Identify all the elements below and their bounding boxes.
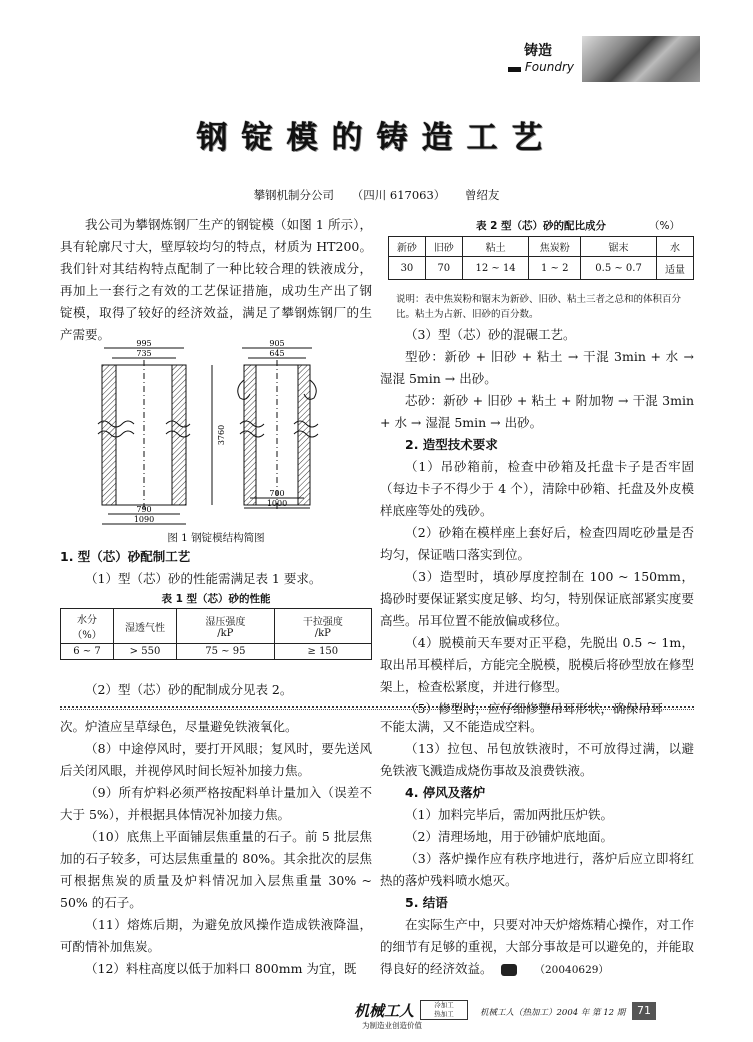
- sec2-q5: （5）修型时，应仔细修整吊耳形状，确保吊耳: [405, 701, 663, 716]
- t1-h-wet-a: 湿压强度: [205, 617, 246, 628]
- sec2-heading: 2. 造型技术要求: [405, 437, 498, 452]
- t1-h-water-b: （%）: [72, 630, 102, 641]
- table1-caption: 表 1 型（芯）砂的性能: [161, 593, 271, 605]
- t1-h-water: [61, 609, 114, 644]
- sec4-heading: 4. 停风及落炉: [405, 785, 486, 800]
- table-2: [388, 236, 694, 280]
- table-cell: 6 ~ 7: [61, 644, 114, 660]
- table-row: [61, 644, 372, 660]
- header-en: Foundry: [524, 60, 574, 74]
- sec4-s1: （1）加料完毕后，需加两批压炉铁。: [405, 807, 613, 822]
- footer-logo-sub1: 冷加工: [434, 1001, 454, 1009]
- bl-b10: （10）底焦上平面铺层焦重量的石子。前 5 批层焦加的石子较多，可达层焦重量的 80%。其余批次的层焦可根据焦炭的质量及炉料情况加入层焦重量 30% ~ 50% 的石子。: [60, 829, 372, 910]
- continuation-divider-2: [60, 709, 694, 710]
- br-r13: （13）拉包、吊包放铁液时，不可放得过满，以避免铁液飞溅造成烧伤事故及浪费铁液。: [380, 741, 694, 778]
- bl-b11: （11）熔炼后期，为避免放风操作造成铁液降温，可酌情补加焦炭。: [60, 917, 372, 954]
- sec1-p2: （2）型（芯）砂的配制成分见表 2。: [85, 682, 293, 697]
- dim-1090: 1090: [133, 515, 155, 524]
- section-header: [470, 36, 700, 82]
- bottom-left-column: [60, 716, 372, 980]
- page-number: 71: [632, 1002, 656, 1020]
- dim-3760: 3760: [217, 424, 226, 446]
- table-cell: 0.5 ~ 0.7: [581, 257, 657, 280]
- sec2-q2: （2）砂箱在模样座上套好后，检查四周吃砂量是否均匀，保证啮口落实到位。: [380, 525, 694, 562]
- t2-h-2: 粘土: [462, 237, 529, 257]
- core-sand: 芯砂：新砂 + 旧砂 + 粘土 + 附加物 → 干混 3min + 水 → 湿混 5min → 出砂。: [380, 393, 694, 430]
- received-date: （20040629）: [534, 964, 609, 976]
- dim-1000: 1000: [266, 499, 288, 508]
- br-r0: 不能太满，又不能造成空料。: [380, 719, 543, 734]
- dim-790: 790: [136, 505, 152, 514]
- figure-caption: 图 1 钢锭模结构简图: [167, 532, 265, 544]
- table-cell: 适量: [657, 257, 694, 280]
- table2-caption-row: [388, 218, 694, 233]
- table2-caption: 表 2 型（芯）砂的配比成分: [475, 220, 607, 232]
- t2-h-0: 新砂: [389, 237, 426, 257]
- table-cell: 70: [425, 257, 462, 280]
- dim-995: 995: [136, 340, 152, 348]
- t1-h-wet-b: /kP: [217, 628, 234, 639]
- footer: [354, 1000, 684, 1032]
- sec2-q1: （1）吊砂箱前，检查中砂箱及托盘卡子是否牢固（每边卡子不得少于 4 个），清除中砂箱、托盘及外皮模样底座等处的残砂。: [380, 459, 694, 518]
- table-cell: 12 ~ 14: [462, 257, 529, 280]
- header-banner-image: [582, 36, 700, 82]
- table-cell: > 550: [114, 644, 177, 660]
- byline-company: 攀钢机制分公司: [253, 188, 335, 202]
- t1-h-perm: 湿透气性: [114, 609, 177, 644]
- t2-h-5: 水: [657, 237, 694, 257]
- footer-logo-sub2: 热加工: [434, 1010, 454, 1018]
- bl-b9: （9）所有炉料必须严格按配料单计量加入（误差不大于 5%），并根据具体情况补加接力焦。: [60, 785, 372, 822]
- footer-logo-sub: [420, 1000, 468, 1020]
- table-cell: 1 ~ 2: [529, 257, 581, 280]
- header-bar-icon: [508, 67, 521, 72]
- left-mold-drawing: [98, 348, 212, 524]
- t2-h-4: 锯末: [581, 237, 657, 257]
- t1-h-water-a: 水分: [77, 615, 97, 626]
- left-column: [60, 214, 372, 346]
- byline: [0, 187, 753, 203]
- figure-1: [72, 340, 372, 525]
- mix-process: （3）型（芯）砂的混碾工艺。: [405, 327, 576, 342]
- header-cn: 铸造: [524, 43, 552, 59]
- right-column: [380, 324, 694, 720]
- continuation-divider: [60, 706, 694, 708]
- page-title: 钢锭模的铸造工艺: [196, 120, 557, 156]
- t1-h-dry-a: 干拉强度: [302, 617, 343, 628]
- sec2-q3: （3）造型时，填砂厚度控制在 100 ~ 150mm，捣砂时要保证紧实度足够、均匀，特别保证底部紧实度要高些。吊耳位置不能放偏或移位。: [380, 569, 694, 628]
- sec5-heading: 5. 结语: [405, 895, 448, 910]
- t1-h-dry-b: /kP: [314, 628, 331, 639]
- footer-slogan: 为制造业创造价值: [362, 1021, 422, 1030]
- footer-logo: 机械工人: [354, 1002, 415, 1020]
- sec4-s2: （2）清理场地，用于砂铺炉底地面。: [405, 829, 613, 844]
- dim-645: 645: [269, 349, 285, 358]
- facing-sand: 型砂：新砂 + 旧砂 + 粘土 → 干混 3min + 水 → 湿混 5min → 出砂。: [380, 349, 694, 386]
- bl-b12: （12）料柱高度以低于加料口 800mm 为宜，既: [85, 961, 357, 976]
- bl-b0: 次。炉渣应呈草绿色，尽量避免铁液氧化。: [60, 719, 298, 734]
- section-1: [60, 546, 372, 590]
- sec2-q4: （4）脱模前天车要对正平稳，先脱出 0.5 ~ 1m，取出吊耳模样后，方能完全脱模，脱模后将砂型放在修型架上，检查松紧度，并进行修型。: [380, 635, 694, 694]
- table-cell: ≥ 150: [274, 644, 371, 660]
- sec1-p1: （1）型（芯）砂的性能需满足表 1 要求。: [85, 571, 322, 586]
- table-row: [389, 257, 694, 280]
- end-mark-icon: [501, 964, 517, 976]
- sec1-heading: 1. 型（芯）砂配制工艺: [60, 549, 191, 564]
- table-1: [60, 608, 372, 660]
- dim-700: 700: [269, 489, 285, 498]
- t2-h-1: 旧砂: [425, 237, 462, 257]
- t1-h-dry: [274, 609, 371, 644]
- sec4-s3: （3）落炉操作应有秩序地进行，落炉后应立即将红热的落炉残料喷水熄灭。: [380, 851, 694, 888]
- dim-905: 905: [269, 340, 285, 348]
- t1-h-wet: [177, 609, 275, 644]
- bottom-right-column: [380, 716, 694, 981]
- byline-location: （四川 617063）: [351, 188, 446, 202]
- intro-paragraph: 我公司为攀钢炼钢厂生产的钢锭模（如图 1 所示），具有轮廓尺寸大，壁厚较均匀的特点，材质为 HT200。我们针对其结构特点配制了一种比较合理的铁液成分，再加上一套行之有效的工艺保证措施，成功生产出了钢锭模，取得了较好的经济效益，满足了攀钢炼钢厂的生产需要。: [60, 217, 372, 342]
- t2-h-3: 焦炭粉: [529, 237, 581, 257]
- dim-735: 735: [136, 349, 152, 358]
- footer-journal: 机械工人（热加工）2004 年 第 12 期: [480, 1008, 626, 1018]
- byline-author: 曾绍友: [464, 188, 500, 202]
- table2-unit: （%）: [649, 220, 680, 232]
- table2-note: 说明：表中焦炭粉和锯末为新砂、旧砂、粘土三者之总和的体积百分比。粘土为占新、旧砂的百分数。: [396, 294, 682, 320]
- table-cell: 30: [389, 257, 426, 280]
- sec5-conclusion: [380, 914, 694, 981]
- conclusion-text: 在实际生产中，只要对冲天炉熔炼精心操作，对工作的细节有足够的重视，大部分事故是可以避免的，并能取得良好的经济效益。: [380, 917, 694, 976]
- bl-b8: （8）中途停风时，要打开风眼；复风时，要先送风后关闭风眼，并视停风时间长短补加接力焦。: [60, 741, 372, 778]
- right-mold-drawing: [238, 348, 318, 510]
- table-cell: 75 ~ 95: [177, 644, 275, 660]
